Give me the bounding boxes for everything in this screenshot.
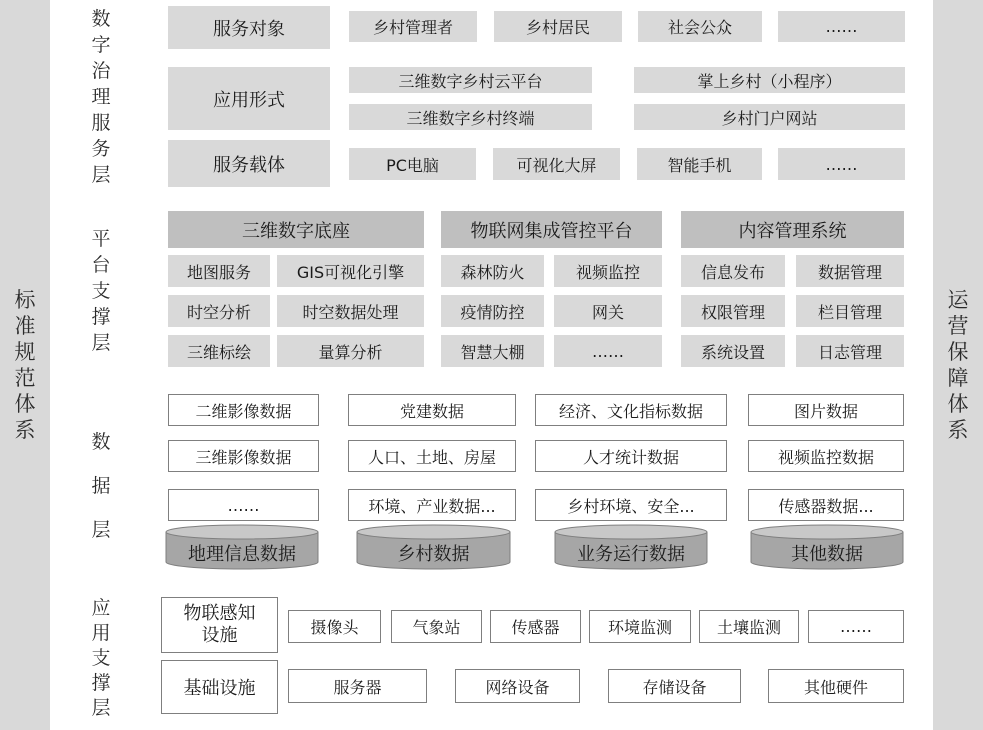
- layer-label-support: [86, 596, 116, 721]
- platform-group-title: 内容管理系统: [681, 211, 904, 248]
- platform-item: GIS可视化引擎: [277, 255, 424, 287]
- platform-item: 视频监控: [554, 255, 662, 287]
- data-item: 视频监控数据: [748, 440, 904, 472]
- service-target: 社会公众: [638, 11, 762, 42]
- operations-system-char: 营: [947, 314, 969, 338]
- layer-label-data: [86, 420, 116, 552]
- operations-system-char: 运: [947, 288, 969, 312]
- data-store-label: 地理信息数据: [188, 544, 296, 565]
- data-store-label: 乡村数据: [397, 544, 470, 565]
- data-item: 经济、文化指标数据: [535, 394, 727, 426]
- service-form: 三维数字乡村云平台: [349, 67, 592, 93]
- support-item: 传感器: [490, 610, 581, 643]
- service-carriers-title: 服务载体: [168, 140, 330, 187]
- layer-support-char: 支: [91, 647, 111, 669]
- standards-system-char: 系: [14, 418, 36, 442]
- data-item: 传感器数据...: [748, 489, 904, 521]
- layer-support-char: 用: [91, 622, 111, 644]
- platform-item: 信息发布: [681, 255, 785, 287]
- operations-system-bar: [933, 0, 983, 730]
- layer-platform-char: 台: [91, 254, 111, 276]
- data-item: ……: [168, 489, 319, 521]
- platform-item: 数据管理: [796, 255, 904, 287]
- service-carrier: 智能手机: [637, 148, 762, 180]
- operations-system-label: [948, 287, 969, 443]
- platform-item: 疫情防控: [441, 295, 544, 327]
- layer-data-char: 层: [91, 519, 111, 541]
- service-forms-title: 应用形式: [168, 67, 330, 130]
- standards-system-char: 标: [14, 288, 36, 312]
- layer-data-char: 数: [91, 431, 111, 453]
- platform-item: ……: [554, 335, 662, 367]
- support-item: 网络设备: [455, 669, 580, 703]
- service-form: 三维数字乡村终端: [349, 104, 592, 130]
- service-target: 乡村居民: [494, 11, 622, 42]
- layer-service-char: 层: [91, 164, 111, 186]
- service-carrier: 可视化大屏: [493, 148, 620, 180]
- database-cylinder: [356, 524, 511, 570]
- layer-platform-char: 层: [91, 332, 111, 354]
- operations-system-char: 保: [947, 340, 969, 364]
- platform-item: 时空分析: [168, 295, 270, 327]
- data-item: 二维影像数据: [168, 394, 319, 426]
- data-item: 三维影像数据: [168, 440, 319, 472]
- platform-item: 网关: [554, 295, 662, 327]
- standards-system-label: [15, 287, 36, 443]
- platform-item: 日志管理: [796, 335, 904, 367]
- service-form: 乡村门户网站: [634, 104, 905, 130]
- layer-platform-char: 撑: [91, 306, 111, 328]
- support-item: 存储设备: [608, 669, 741, 703]
- service-carrier: ……: [778, 148, 905, 180]
- layer-service-char: 数: [91, 8, 111, 30]
- data-item: 乡村环境、安全...: [535, 489, 727, 521]
- layer-data-char: 据: [91, 475, 111, 497]
- layer-service-char: 务: [91, 138, 111, 160]
- platform-item: 地图服务: [168, 255, 270, 287]
- layer-service-char: 理: [91, 86, 111, 108]
- layer-support-char: 撑: [91, 672, 111, 694]
- platform-group-title: 物联网集成管控平台: [441, 211, 662, 248]
- data-store-label: 业务运行数据: [577, 544, 685, 565]
- layer-service-char: 治: [91, 60, 111, 82]
- service-target: ……: [778, 11, 905, 42]
- support-item: 土壤监测: [699, 610, 799, 643]
- standards-system-char: 范: [14, 366, 36, 390]
- service-carrier: PC电脑: [349, 148, 476, 180]
- platform-item: 时空数据处理: [277, 295, 424, 327]
- standards-system-char: 准: [14, 314, 36, 338]
- standards-system-bar: [0, 0, 50, 730]
- data-item: 人才统计数据: [535, 440, 727, 472]
- operations-system-char: 障: [947, 366, 969, 390]
- platform-item: 森林防火: [441, 255, 544, 287]
- iot-facilities-title: 物联感知 设施: [161, 597, 278, 653]
- platform-item: 量算分析: [277, 335, 424, 367]
- support-item: ……: [808, 610, 904, 643]
- service-targets-title: 服务对象: [168, 6, 330, 49]
- layer-service-char: 服: [91, 112, 111, 134]
- standards-system-char: 体: [14, 392, 36, 416]
- support-item: 气象站: [391, 610, 482, 643]
- support-item: 服务器: [288, 669, 427, 703]
- service-target: 乡村管理者: [349, 11, 477, 42]
- standards-system-char: 规: [14, 340, 36, 364]
- data-store-label: 其他数据: [791, 544, 863, 565]
- layer-support-char: 层: [91, 697, 111, 719]
- operations-system-char: 体: [947, 392, 969, 416]
- service-form: 掌上乡村（小程序）: [634, 67, 905, 93]
- platform-group-title: 三维数字底座: [168, 211, 424, 248]
- data-item: 图片数据: [748, 394, 904, 426]
- layer-platform-char: 平: [91, 228, 111, 250]
- layer-support-char: 应: [91, 597, 111, 619]
- layer-label-platform: [86, 226, 116, 356]
- database-cylinder: [554, 524, 708, 570]
- data-item: 人口、土地、房屋: [348, 440, 516, 472]
- operations-system-char: 系: [947, 418, 969, 442]
- layer-label-service: [86, 6, 116, 188]
- layer-platform-char: 支: [91, 280, 111, 302]
- support-item: 摄像头: [288, 610, 381, 643]
- platform-item: 系统设置: [681, 335, 785, 367]
- database-cylinder: [165, 524, 319, 570]
- data-item: 环境、产业数据...: [348, 489, 516, 521]
- platform-item: 三维标绘: [168, 335, 270, 367]
- base-facilities-title: 基础设施: [161, 660, 278, 714]
- platform-item: 权限管理: [681, 295, 785, 327]
- platform-item: 栏目管理: [796, 295, 904, 327]
- platform-item: 智慧大棚: [441, 335, 544, 367]
- layer-service-char: 字: [91, 34, 111, 56]
- data-item: 党建数据: [348, 394, 516, 426]
- support-item: 其他硬件: [768, 669, 904, 703]
- database-cylinder: [750, 524, 904, 570]
- support-item: 环境监测: [589, 610, 691, 643]
